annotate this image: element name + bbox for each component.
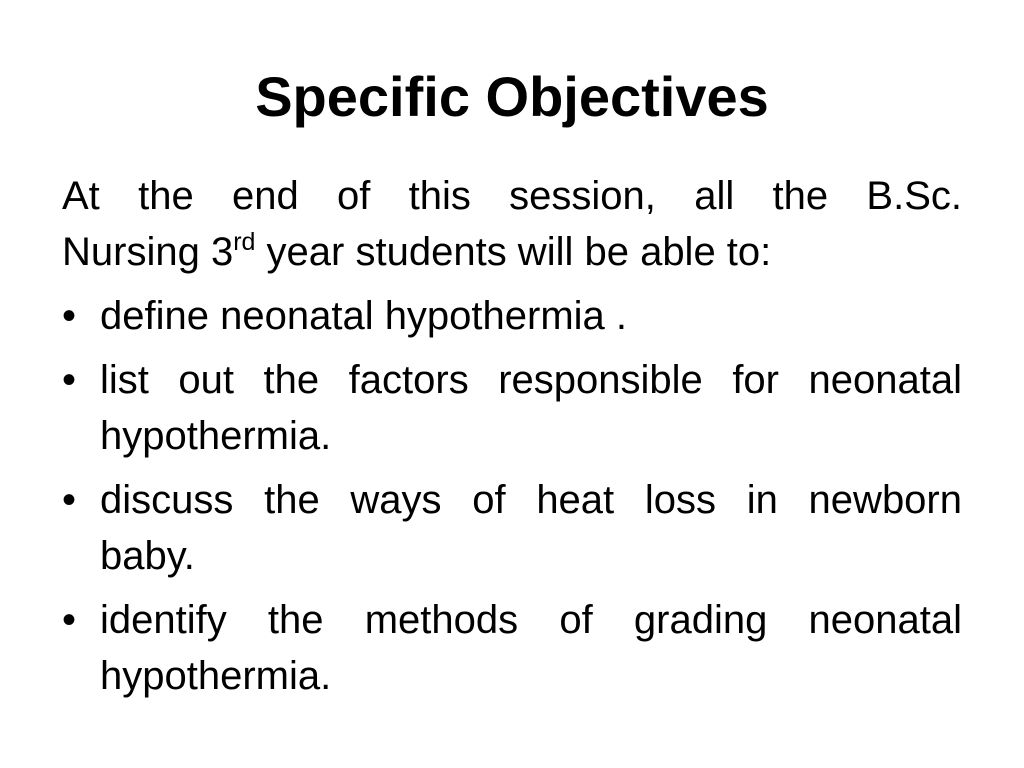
intro-line-2 — [62, 230, 771, 274]
intro-line-1: At the end of this session, all the B.Sc. — [62, 174, 962, 218]
slide-body — [62, 168, 962, 712]
objectives-list — [62, 288, 962, 704]
list-item — [62, 472, 962, 584]
intro-superscript: rd — [233, 228, 256, 256]
list-item — [62, 592, 962, 704]
intro-line-2-suffix: year students will be able to: — [255, 230, 772, 274]
bullet-icon: • — [62, 478, 77, 522]
list-item-text-line-1: discuss the ways of heat loss in newborn — [100, 478, 962, 522]
bullet-icon: • — [62, 358, 77, 402]
intro-paragraph — [62, 168, 962, 280]
bullet-icon: • — [62, 294, 77, 338]
list-item — [62, 352, 962, 464]
slide-title: Specific Objectives — [255, 65, 769, 128]
bullet-icon: • — [62, 598, 77, 642]
list-item-text-line-2: hypothermia. — [100, 414, 332, 458]
list-item-text-line-1: identify the methods of grading neonatal — [100, 598, 962, 642]
list-item — [62, 288, 962, 344]
list-item-text: define neonatal hypothermia . — [100, 294, 628, 338]
list-item-text-line-2: baby. — [100, 534, 195, 578]
list-item-text-line-1: list out the factors responsible for neonatal — [100, 358, 962, 402]
list-item-text-line-2: hypothermia. — [100, 654, 332, 698]
intro-line-2-prefix: Nursing 3 — [62, 230, 234, 274]
